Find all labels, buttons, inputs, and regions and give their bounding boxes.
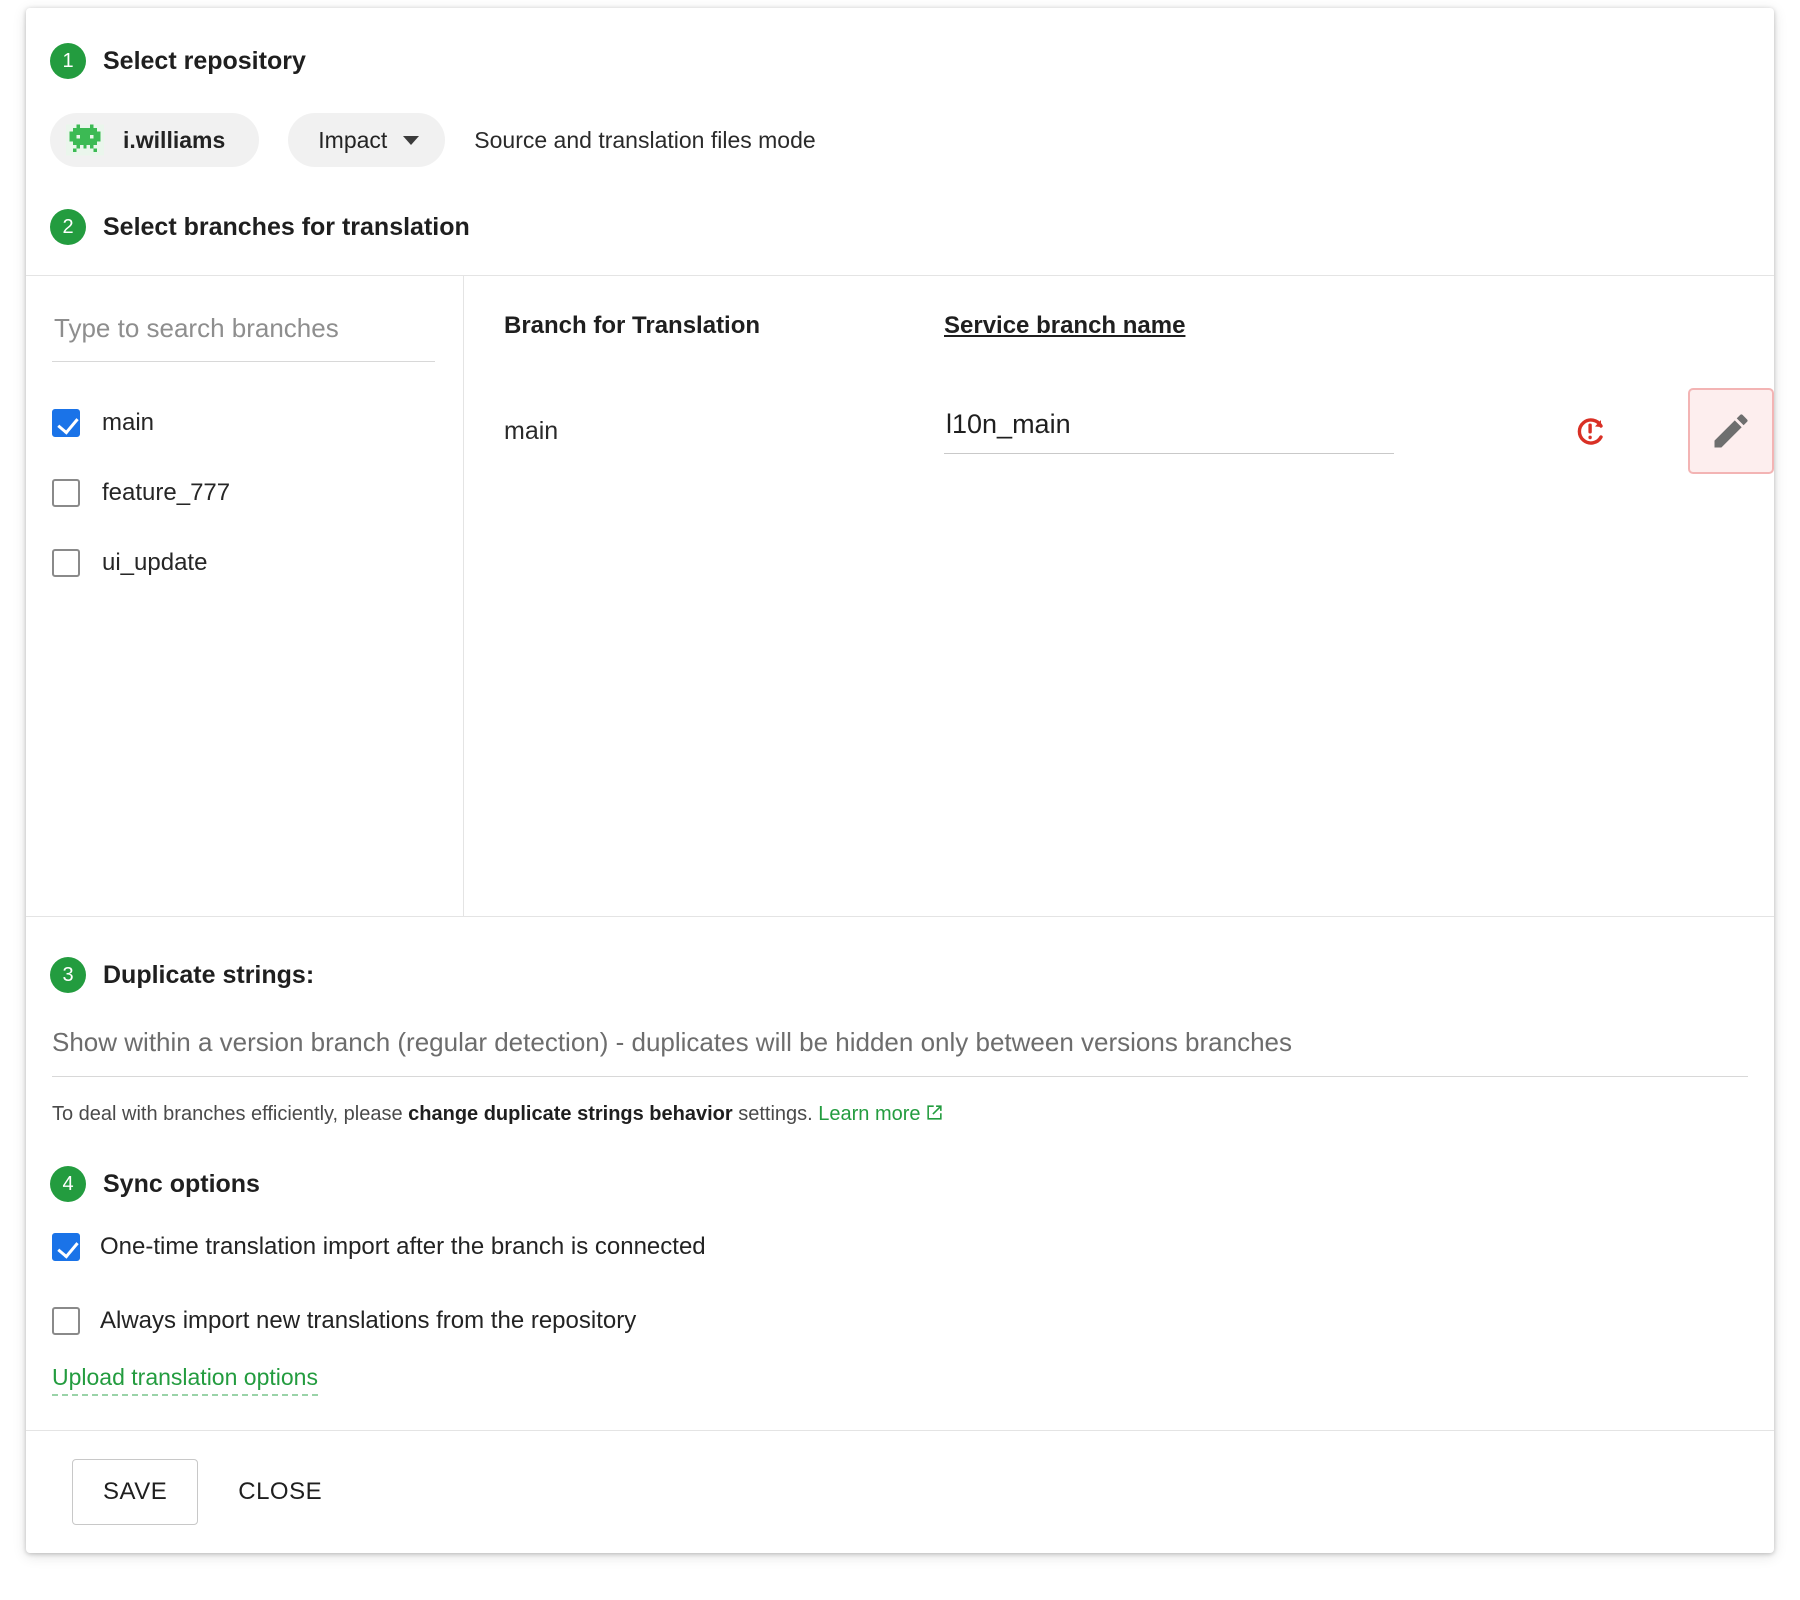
table-row (464, 388, 1774, 474)
checkbox-branch-feature777[interactable] (52, 479, 80, 507)
section-sync-options (26, 1128, 1774, 1396)
step-2-header (50, 209, 1774, 245)
sync-option-one-time-import[interactable] (26, 1218, 1774, 1276)
hint-bold: change duplicate strings behavior (408, 1103, 733, 1125)
repository-name: i.williams (123, 126, 226, 153)
step-2-title: Select branches for translation (103, 212, 470, 241)
hint-suffix: settings. (732, 1103, 819, 1125)
impact-dropdown-label: Impact (318, 126, 388, 153)
duplicate-strings-selected-value: Show within a version branch (regular detection) - duplicates will be hidden only between versions branches (52, 1027, 1293, 1057)
duplicate-strings-select[interactable] (52, 1027, 1748, 1077)
service-branch-field[interactable] (944, 408, 1394, 454)
branch-selection-area (26, 276, 1774, 916)
learn-more-link[interactable]: Learn more (818, 1103, 921, 1125)
list-item-label: main (102, 409, 155, 436)
checkbox-branch-main[interactable] (52, 409, 80, 437)
sync-option-label: Always import new translations from the repository (100, 1307, 637, 1334)
service-branch-input[interactable] (944, 408, 1394, 441)
list-item-label: ui_update (102, 549, 208, 576)
upload-translation-options-link[interactable]: Upload translation options (52, 1364, 318, 1396)
checkbox-branch-uiupdate[interactable] (52, 549, 80, 577)
section-select-repository (26, 8, 1774, 167)
row-branch-name: main (504, 416, 559, 445)
mapping-table-header (464, 312, 1774, 340)
step-1-header (26, 43, 1774, 79)
impact-dropdown[interactable] (288, 113, 445, 167)
pixel-invader-avatar-icon (66, 121, 104, 159)
close-button[interactable]: CLOSE (212, 1460, 348, 1524)
step-2-badge: 2 (50, 209, 86, 245)
step-4-title: Sync options (103, 1169, 260, 1198)
sync-option-always-import[interactable] (26, 1292, 1774, 1350)
pencil-icon (1709, 409, 1753, 453)
save-button[interactable]: SAVE (72, 1459, 198, 1525)
list-item[interactable] (52, 528, 435, 598)
section-duplicate-strings (26, 917, 1774, 1128)
chevron-down-icon (403, 136, 419, 145)
duplicate-strings-hint (52, 1103, 1774, 1128)
list-item-label: feature_777 (102, 479, 231, 506)
list-item[interactable] (52, 388, 435, 458)
step-3-header (26, 957, 1774, 993)
edit-service-branch-button[interactable] (1688, 388, 1774, 474)
sync-option-label: One-time translation import after the branch is connected (100, 1233, 706, 1260)
step-4-badge: 4 (50, 1166, 86, 1202)
repository-row (26, 79, 1774, 167)
branch-mapping-panel (464, 276, 1774, 916)
repository-chip[interactable] (50, 113, 259, 167)
step-3-badge: 3 (50, 957, 86, 993)
column-header-branch: Branch for Translation (504, 312, 761, 339)
branch-search-wrap (52, 312, 435, 362)
list-item[interactable] (52, 458, 435, 528)
search-input[interactable] (52, 312, 435, 345)
step-1-badge: 1 (50, 43, 86, 79)
connect-repository-dialog (26, 8, 1774, 1553)
step-1-title: Select repository (103, 46, 306, 75)
sync-error-icon[interactable] (1574, 414, 1608, 448)
section-select-branches (26, 167, 1774, 275)
checkbox-one-time-import[interactable] (52, 1233, 80, 1261)
step-4-header (26, 1166, 1774, 1202)
checkbox-always-import[interactable] (52, 1307, 80, 1335)
branch-checkbox-list (52, 388, 435, 598)
external-link-icon (925, 1103, 944, 1128)
column-header-service-branch: Service branch name (944, 312, 1186, 339)
hint-prefix: To deal with branches efficiently, please (52, 1103, 409, 1125)
step-3-title: Duplicate strings: (103, 960, 315, 989)
files-mode-text: Source and translation files mode (474, 126, 816, 153)
dialog-footer (26, 1430, 1774, 1553)
branch-list-panel (26, 276, 464, 916)
